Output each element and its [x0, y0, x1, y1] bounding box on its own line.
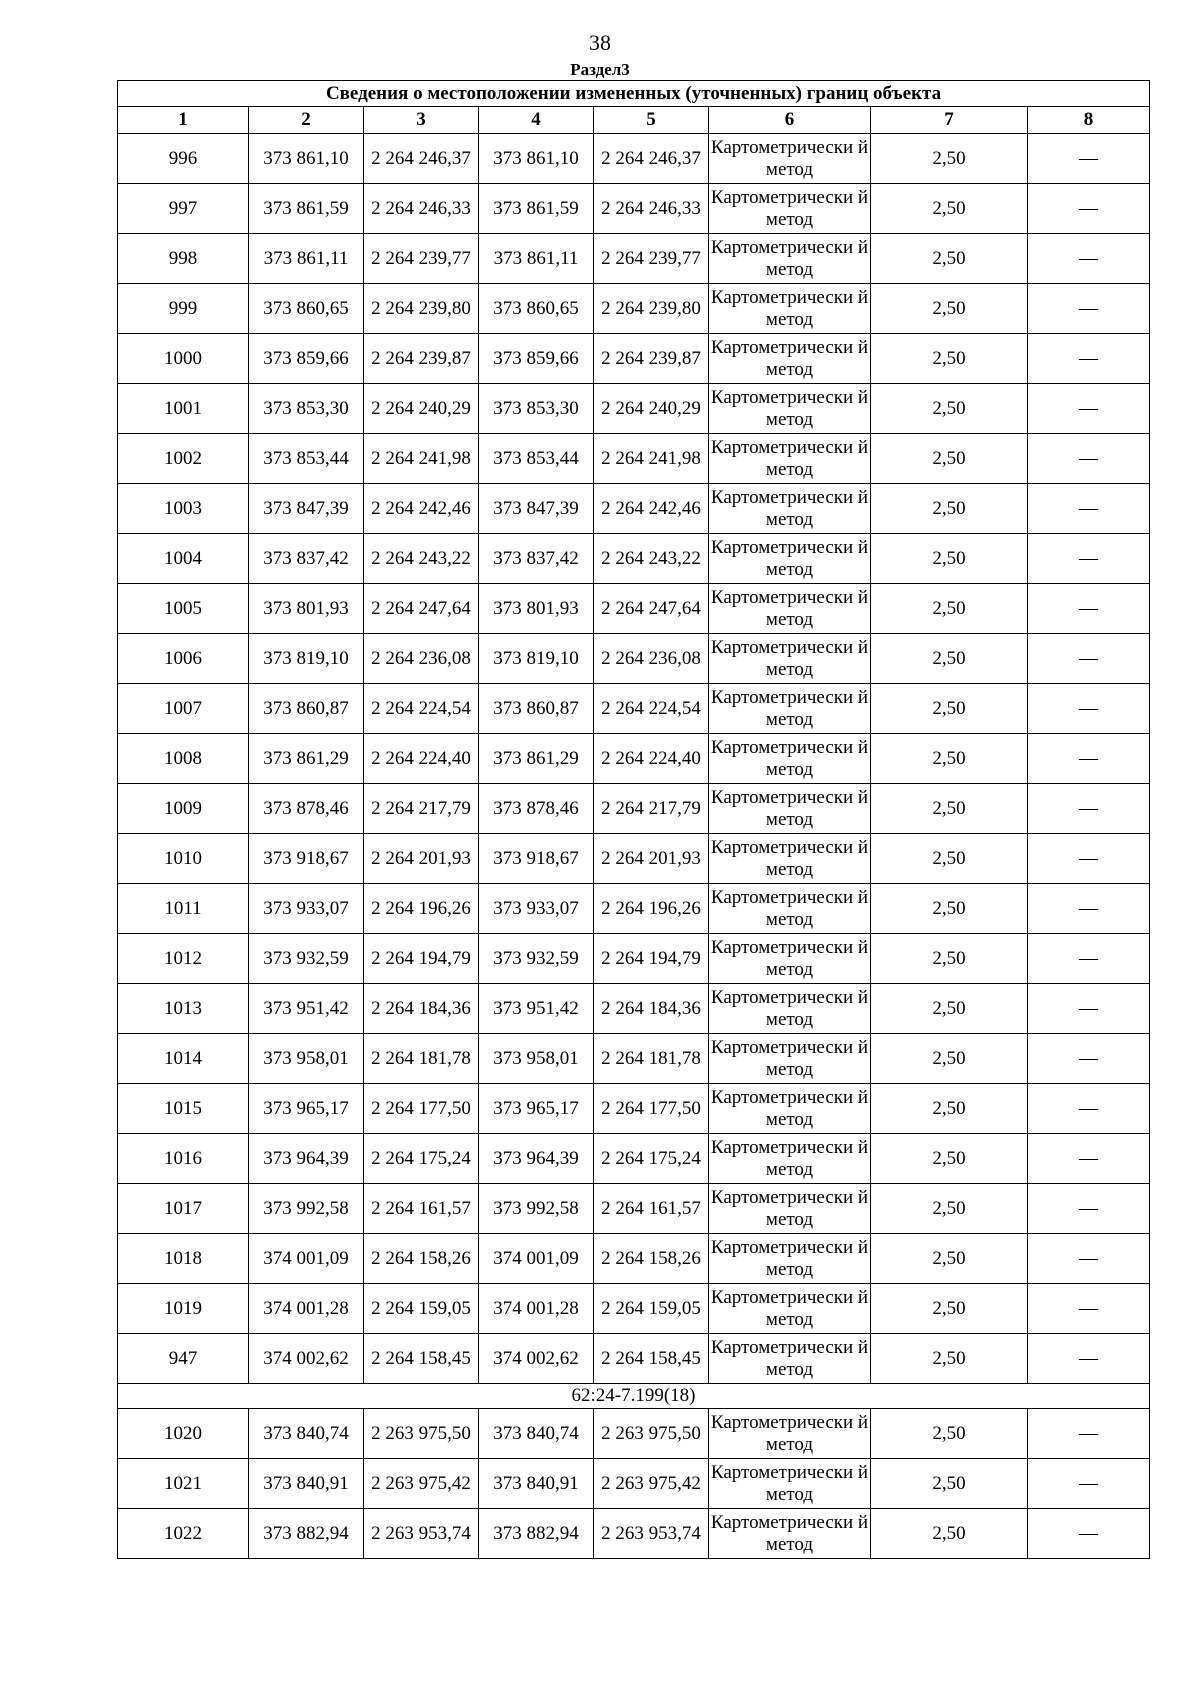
cell-col-2: 374 001,28 [249, 1284, 364, 1334]
table-row [118, 1409, 1150, 1459]
column-number-row [118, 107, 1150, 134]
cell-col-2: 373 840,91 [249, 1459, 364, 1509]
cell-col-2: 373 860,87 [249, 684, 364, 734]
column-number-3: 3 [364, 107, 479, 134]
table-row [118, 634, 1150, 684]
cell-col-6: Картометрически й метод [709, 834, 871, 884]
cell-col-7: 2,50 [871, 1459, 1028, 1509]
cell-col-1: 999 [118, 284, 249, 334]
cell-col-3: 2 263 975,42 [364, 1459, 479, 1509]
cell-col-2: 373 932,59 [249, 934, 364, 984]
cell-col-5: 2 264 246,37 [594, 134, 709, 184]
column-number-2: 2 [249, 107, 364, 134]
cell-col-1: 947 [118, 1334, 249, 1384]
cell-col-3: 2 264 158,26 [364, 1234, 479, 1284]
cell-col-1: 1017 [118, 1184, 249, 1234]
cell-col-2: 373 837,42 [249, 534, 364, 584]
column-number-4: 4 [479, 107, 594, 134]
column-number-7: 7 [871, 107, 1028, 134]
cell-col-3: 2 264 224,40 [364, 734, 479, 784]
cell-col-8: — [1028, 1284, 1150, 1334]
cell-col-2: 373 878,46 [249, 784, 364, 834]
table-row [118, 684, 1150, 734]
cell-col-6: Картометрически й метод [709, 684, 871, 734]
cell-col-5: 2 264 201,93 [594, 834, 709, 884]
cell-col-5: 2 264 236,08 [594, 634, 709, 684]
cell-col-2: 373 992,58 [249, 1184, 364, 1234]
cell-col-8: — [1028, 784, 1150, 834]
cell-col-8: — [1028, 1084, 1150, 1134]
cell-col-2: 373 801,93 [249, 584, 364, 634]
cell-col-6: Картометрически й метод [709, 734, 871, 784]
cell-col-8: — [1028, 1184, 1150, 1234]
cell-col-8: — [1028, 284, 1150, 334]
cell-col-2: 373 951,42 [249, 984, 364, 1034]
cell-col-3: 2 264 236,08 [364, 634, 479, 684]
cell-col-2: 373 964,39 [249, 1134, 364, 1184]
cell-col-4: 374 001,28 [479, 1284, 594, 1334]
cell-col-8: — [1028, 634, 1150, 684]
cell-col-1: 1007 [118, 684, 249, 734]
cell-col-7: 2,50 [871, 834, 1028, 884]
table-row [118, 184, 1150, 234]
cell-col-8: — [1028, 584, 1150, 634]
cell-col-7: 2,50 [871, 584, 1028, 634]
cell-col-5: 2 264 239,87 [594, 334, 709, 384]
cell-col-7: 2,50 [871, 134, 1028, 184]
cell-col-6: Картометрически й метод [709, 1334, 871, 1384]
cell-col-5: 2 264 242,46 [594, 484, 709, 534]
cell-col-3: 2 263 953,74 [364, 1509, 479, 1559]
cell-col-1: 1018 [118, 1234, 249, 1284]
cell-col-4: 373 853,30 [479, 384, 594, 434]
cell-col-5: 2 264 246,33 [594, 184, 709, 234]
cell-col-3: 2 264 240,29 [364, 384, 479, 434]
cell-col-7: 2,50 [871, 1334, 1028, 1384]
cell-col-8: — [1028, 834, 1150, 884]
cell-col-6: Картометрически й метод [709, 1034, 871, 1084]
cell-col-1: 996 [118, 134, 249, 184]
cell-col-1: 1016 [118, 1134, 249, 1184]
cell-col-1: 998 [118, 234, 249, 284]
cell-col-7: 2,50 [871, 684, 1028, 734]
cell-col-4: 373 965,17 [479, 1084, 594, 1134]
cell-col-5: 2 264 239,80 [594, 284, 709, 334]
cell-col-4: 373 964,39 [479, 1134, 594, 1184]
cell-col-3: 2 263 975,50 [364, 1409, 479, 1459]
cell-col-1: 1013 [118, 984, 249, 1034]
cell-col-8: — [1028, 1134, 1150, 1184]
cell-col-4: 373 847,39 [479, 484, 594, 534]
cell-col-4: 373 837,42 [479, 534, 594, 584]
cell-col-1: 1006 [118, 634, 249, 684]
table-row [118, 834, 1150, 884]
cell-col-8: — [1028, 1034, 1150, 1084]
cell-col-3: 2 264 181,78 [364, 1034, 479, 1084]
cell-col-6: Картометрически й метод [709, 334, 871, 384]
cell-col-7: 2,50 [871, 184, 1028, 234]
cell-col-8: — [1028, 1234, 1150, 1284]
table-row [118, 1284, 1150, 1334]
cell-col-3: 2 264 247,64 [364, 584, 479, 634]
cell-col-7: 2,50 [871, 884, 1028, 934]
table-row [118, 734, 1150, 784]
table-row [118, 1134, 1150, 1184]
cell-col-5: 2 264 159,05 [594, 1284, 709, 1334]
cell-col-8: — [1028, 684, 1150, 734]
cell-col-6: Картометрически й метод [709, 1134, 871, 1184]
cell-col-6: Картометрически й метод [709, 234, 871, 284]
cell-col-2: 373 840,74 [249, 1409, 364, 1459]
table-row [118, 884, 1150, 934]
table-row [118, 1334, 1150, 1384]
cell-col-4: 373 918,67 [479, 834, 594, 884]
cell-col-8: — [1028, 134, 1150, 184]
cell-col-4: 373 840,91 [479, 1459, 594, 1509]
table-row [118, 1034, 1150, 1084]
cell-col-4: 373 861,11 [479, 234, 594, 284]
cell-col-5: 2 264 158,26 [594, 1234, 709, 1284]
cell-col-2: 373 861,10 [249, 134, 364, 184]
cell-col-7: 2,50 [871, 1409, 1028, 1459]
table-row [118, 1509, 1150, 1559]
cell-col-7: 2,50 [871, 1084, 1028, 1134]
cell-col-6: Картометрически й метод [709, 1284, 871, 1334]
cell-col-1: 1005 [118, 584, 249, 634]
table-row [118, 1084, 1150, 1134]
cell-col-1: 1008 [118, 734, 249, 784]
cell-col-5: 2 263 975,42 [594, 1459, 709, 1509]
group-header-row [118, 1384, 1150, 1409]
cell-col-2: 373 918,67 [249, 834, 364, 884]
column-number-1: 1 [118, 107, 249, 134]
table-row [118, 134, 1150, 184]
cell-col-3: 2 264 177,50 [364, 1084, 479, 1134]
cell-col-5: 2 263 953,74 [594, 1509, 709, 1559]
cell-col-7: 2,50 [871, 534, 1028, 584]
table-row [118, 984, 1150, 1034]
cell-col-8: — [1028, 1409, 1150, 1459]
cell-col-7: 2,50 [871, 784, 1028, 834]
cell-col-1: 1020 [118, 1409, 249, 1459]
table-title: Сведения о местоположении измененных (уточненных) границ объекта [118, 81, 1150, 107]
cell-col-8: — [1028, 184, 1150, 234]
cell-col-3: 2 264 243,22 [364, 534, 479, 584]
cell-col-7: 2,50 [871, 1509, 1028, 1559]
cell-col-1: 1021 [118, 1459, 249, 1509]
cell-col-2: 373 965,17 [249, 1084, 364, 1134]
cell-col-4: 373 860,87 [479, 684, 594, 734]
cell-col-1: 1002 [118, 434, 249, 484]
cell-col-4: 373 878,46 [479, 784, 594, 834]
cell-col-6: Картометрически й метод [709, 884, 871, 934]
table-row [118, 934, 1150, 984]
cell-col-5: 2 264 175,24 [594, 1134, 709, 1184]
cell-col-7: 2,50 [871, 634, 1028, 684]
cell-col-3: 2 264 241,98 [364, 434, 479, 484]
cell-col-7: 2,50 [871, 484, 1028, 534]
cell-col-1: 1010 [118, 834, 249, 884]
column-number-5: 5 [594, 107, 709, 134]
cell-col-3: 2 264 217,79 [364, 784, 479, 834]
cell-col-2: 374 002,62 [249, 1334, 364, 1384]
cell-col-7: 2,50 [871, 934, 1028, 984]
cell-col-7: 2,50 [871, 1284, 1028, 1334]
cell-col-8: — [1028, 484, 1150, 534]
cell-col-4: 373 861,29 [479, 734, 594, 784]
cell-col-3: 2 264 161,57 [364, 1184, 479, 1234]
cell-col-4: 374 002,62 [479, 1334, 594, 1384]
cell-col-6: Картометрически й метод [709, 1409, 871, 1459]
cell-col-6: Картометрически й метод [709, 484, 871, 534]
cell-col-1: 1001 [118, 384, 249, 434]
cell-col-4: 373 861,10 [479, 134, 594, 184]
cell-col-5: 2 264 241,98 [594, 434, 709, 484]
cell-col-2: 373 853,30 [249, 384, 364, 434]
cell-col-4: 374 001,09 [479, 1234, 594, 1284]
cell-col-5: 2 264 224,54 [594, 684, 709, 734]
cell-col-4: 373 801,93 [479, 584, 594, 634]
table-row [118, 284, 1150, 334]
section-label: Раздел3 [570, 60, 630, 79]
cell-col-6: Картометрически й метод [709, 1459, 871, 1509]
cell-col-4: 373 859,66 [479, 334, 594, 384]
table-row [118, 234, 1150, 284]
cell-col-3: 2 264 239,87 [364, 334, 479, 384]
cell-col-1: 1012 [118, 934, 249, 984]
cell-col-7: 2,50 [871, 984, 1028, 1034]
cell-col-8: — [1028, 734, 1150, 784]
cell-col-6: Картометрически й метод [709, 284, 871, 334]
cell-col-1: 1004 [118, 534, 249, 584]
cell-col-1: 1011 [118, 884, 249, 934]
cell-col-8: — [1028, 434, 1150, 484]
cell-col-3: 2 264 224,54 [364, 684, 479, 734]
cell-col-6: Картометрически й метод [709, 1234, 871, 1284]
table-row [118, 584, 1150, 634]
cell-col-3: 2 264 159,05 [364, 1284, 479, 1334]
cell-col-8: — [1028, 384, 1150, 434]
cell-col-6: Картометрически й метод [709, 534, 871, 584]
cell-col-2: 374 001,09 [249, 1234, 364, 1284]
cell-col-2: 373 860,65 [249, 284, 364, 334]
cell-col-8: — [1028, 334, 1150, 384]
cell-col-5: 2 264 158,45 [594, 1334, 709, 1384]
cell-col-7: 2,50 [871, 234, 1028, 284]
cell-col-6: Картометрически й метод [709, 134, 871, 184]
cell-col-3: 2 264 201,93 [364, 834, 479, 884]
cell-col-3: 2 264 175,24 [364, 1134, 479, 1184]
cell-col-3: 2 264 246,37 [364, 134, 479, 184]
cell-col-1: 1022 [118, 1509, 249, 1559]
cell-col-2: 373 861,11 [249, 234, 364, 284]
cell-col-4: 373 951,42 [479, 984, 594, 1034]
cell-col-5: 2 264 177,50 [594, 1084, 709, 1134]
cell-col-7: 2,50 [871, 434, 1028, 484]
cell-col-4: 373 958,01 [479, 1034, 594, 1084]
cell-col-8: — [1028, 934, 1150, 984]
cell-col-3: 2 264 239,80 [364, 284, 479, 334]
table-row [118, 1459, 1150, 1509]
cell-col-1: 1009 [118, 784, 249, 834]
cell-col-1: 1014 [118, 1034, 249, 1084]
cell-col-7: 2,50 [871, 334, 1028, 384]
cell-col-6: Картометрически й метод [709, 1084, 871, 1134]
cell-col-7: 2,50 [871, 1134, 1028, 1184]
column-number-6: 6 [709, 107, 871, 134]
cell-col-8: — [1028, 884, 1150, 934]
cell-col-3: 2 264 239,77 [364, 234, 479, 284]
table-row [118, 434, 1150, 484]
column-number-8: 8 [1028, 107, 1150, 134]
table-row [118, 1234, 1150, 1284]
table-row [118, 534, 1150, 584]
cell-col-5: 2 264 194,79 [594, 934, 709, 984]
cell-col-1: 1019 [118, 1284, 249, 1334]
group-label: 62:24-7.199(18) [118, 1384, 1150, 1409]
cell-col-7: 2,50 [871, 384, 1028, 434]
cell-col-4: 373 992,58 [479, 1184, 594, 1234]
cell-col-4: 373 882,94 [479, 1509, 594, 1559]
cell-col-6: Картометрически й метод [709, 184, 871, 234]
cell-col-8: — [1028, 1459, 1150, 1509]
cell-col-5: 2 264 239,77 [594, 234, 709, 284]
cell-col-4: 373 860,65 [479, 284, 594, 334]
cell-col-5: 2 264 224,40 [594, 734, 709, 784]
table-row [118, 484, 1150, 534]
cell-col-5: 2 264 243,22 [594, 534, 709, 584]
coordinates-table [117, 80, 1150, 1559]
cell-col-3: 2 264 242,46 [364, 484, 479, 534]
cell-col-8: — [1028, 234, 1150, 284]
cell-col-4: 373 861,59 [479, 184, 594, 234]
cell-col-2: 373 819,10 [249, 634, 364, 684]
cell-col-5: 2 264 240,29 [594, 384, 709, 434]
cell-col-8: — [1028, 534, 1150, 584]
cell-col-6: Картометрически й метод [709, 1509, 871, 1559]
cell-col-6: Картометрически й метод [709, 984, 871, 1034]
cell-col-7: 2,50 [871, 1234, 1028, 1284]
cell-col-2: 373 853,44 [249, 434, 364, 484]
cell-col-1: 1003 [118, 484, 249, 534]
table-row [118, 334, 1150, 384]
cell-col-8: — [1028, 1509, 1150, 1559]
cell-col-5: 2 264 181,78 [594, 1034, 709, 1084]
cell-col-4: 373 840,74 [479, 1409, 594, 1459]
cell-col-3: 2 264 158,45 [364, 1334, 479, 1384]
cell-col-1: 1015 [118, 1084, 249, 1134]
cell-col-3: 2 264 246,33 [364, 184, 479, 234]
cell-col-2: 373 859,66 [249, 334, 364, 384]
cell-col-4: 373 933,07 [479, 884, 594, 934]
cell-col-6: Картометрически й метод [709, 934, 871, 984]
cell-col-3: 2 264 194,79 [364, 934, 479, 984]
cell-col-4: 373 853,44 [479, 434, 594, 484]
cell-col-1: 1000 [118, 334, 249, 384]
cell-col-2: 373 933,07 [249, 884, 364, 934]
cell-col-5: 2 263 975,50 [594, 1409, 709, 1459]
cell-col-4: 373 932,59 [479, 934, 594, 984]
cell-col-4: 373 819,10 [479, 634, 594, 684]
table-row [118, 384, 1150, 434]
cell-col-8: — [1028, 1334, 1150, 1384]
cell-col-7: 2,50 [871, 1184, 1028, 1234]
cell-col-1: 997 [118, 184, 249, 234]
cell-col-6: Картометрически й метод [709, 434, 871, 484]
page-number: 38 [589, 30, 611, 55]
cell-col-3: 2 264 196,26 [364, 884, 479, 934]
cell-col-7: 2,50 [871, 734, 1028, 784]
cell-col-5: 2 264 247,64 [594, 584, 709, 634]
cell-col-2: 373 882,94 [249, 1509, 364, 1559]
cell-col-6: Картометрически й метод [709, 634, 871, 684]
cell-col-2: 373 958,01 [249, 1034, 364, 1084]
cell-col-2: 373 861,59 [249, 184, 364, 234]
cell-col-2: 373 861,29 [249, 734, 364, 784]
cell-col-8: — [1028, 984, 1150, 1034]
cell-col-5: 2 264 184,36 [594, 984, 709, 1034]
cell-col-7: 2,50 [871, 284, 1028, 334]
cell-col-5: 2 264 161,57 [594, 1184, 709, 1234]
cell-col-5: 2 264 217,79 [594, 784, 709, 834]
cell-col-6: Картометрически й метод [709, 1184, 871, 1234]
cell-col-6: Картометрически й метод [709, 384, 871, 434]
cell-col-2: 373 847,39 [249, 484, 364, 534]
cell-col-6: Картометрически й метод [709, 584, 871, 634]
cell-col-5: 2 264 196,26 [594, 884, 709, 934]
cell-col-7: 2,50 [871, 1034, 1028, 1084]
table-row [118, 784, 1150, 834]
cell-col-6: Картометрически й метод [709, 784, 871, 834]
cell-col-3: 2 264 184,36 [364, 984, 479, 1034]
table-row [118, 1184, 1150, 1234]
table-body [118, 134, 1150, 1559]
